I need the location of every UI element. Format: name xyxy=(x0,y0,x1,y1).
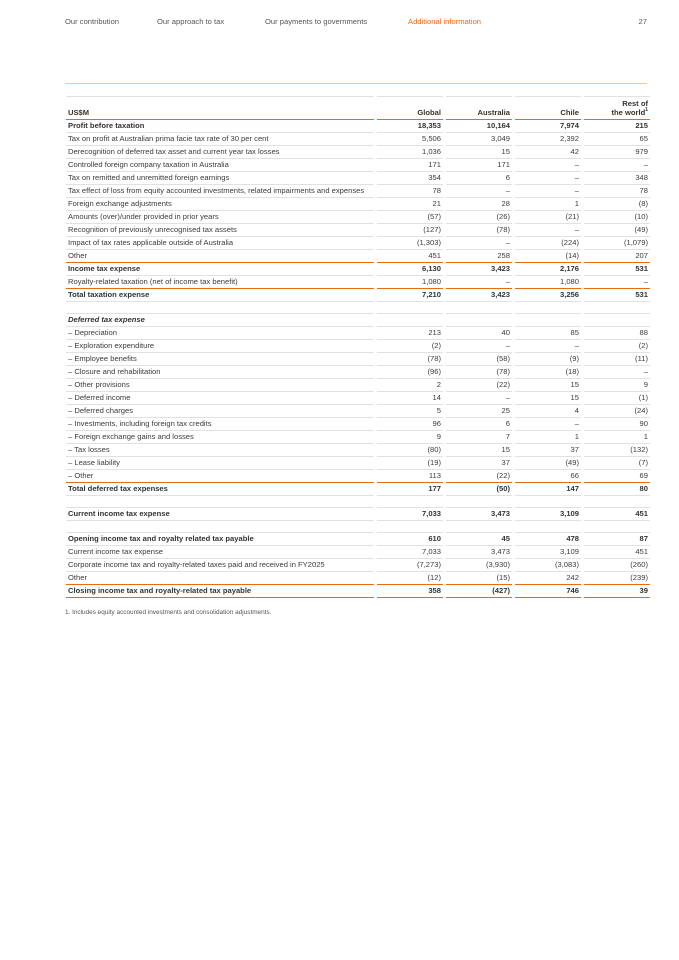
cell-australia: (15) xyxy=(446,572,512,585)
table-row xyxy=(66,559,650,572)
spacer-row xyxy=(66,496,650,508)
cell-global: 21 xyxy=(377,198,443,211)
table-row xyxy=(66,172,650,185)
footnote: 1. Includes equity accounted investments and consolidation adjustments. xyxy=(65,609,272,616)
cell-australia: 37 xyxy=(446,457,512,470)
cell-rest-of-world: (11) xyxy=(584,353,650,366)
cell-australia: 15 xyxy=(446,146,512,159)
table-row xyxy=(66,457,650,470)
cell-global: 14 xyxy=(377,392,443,405)
row-label: Current income tax expense xyxy=(66,508,374,521)
table-row xyxy=(66,572,650,585)
row-label: Controlled foreign company taxation in Australia xyxy=(66,159,374,172)
row-label: Income tax expense xyxy=(66,263,374,276)
cell-chile: 66 xyxy=(515,470,581,483)
cell-global: 171 xyxy=(377,159,443,172)
page-number: 27 xyxy=(638,17,647,26)
row-label: Derecognition of deferred tax asset and current year tax losses xyxy=(66,146,374,159)
cell-australia: (3,930) xyxy=(446,559,512,572)
cell-rest-of-world: 451 xyxy=(584,546,650,559)
table-row xyxy=(66,405,650,418)
cell-global: (2) xyxy=(377,340,443,353)
cell-global: 2 xyxy=(377,379,443,392)
row-label: – Exploration expenditure xyxy=(66,340,374,353)
header-global: Global xyxy=(377,96,443,120)
cell-global: (96) xyxy=(377,366,443,379)
spacer-cell xyxy=(515,521,581,533)
spacer-cell xyxy=(377,521,443,533)
cell-chile: 147 xyxy=(515,483,581,496)
table-row xyxy=(66,431,650,444)
cell-global xyxy=(377,314,443,327)
cell-global: (19) xyxy=(377,457,443,470)
cell-global: 354 xyxy=(377,172,443,185)
row-label: – Deferred charges xyxy=(66,405,374,418)
cell-global: 78 xyxy=(377,185,443,198)
nav-our-contribution[interactable]: Our contribution xyxy=(65,17,120,26)
tax-reconciliation-table xyxy=(63,96,653,598)
cell-global: (78) xyxy=(377,353,443,366)
cell-chile: – xyxy=(515,340,581,353)
cell-rest-of-world: 88 xyxy=(584,327,650,340)
cell-global: 451 xyxy=(377,250,443,263)
row-label: Royalty-related taxation (net of income tax benefit) xyxy=(66,276,374,289)
cell-chile: 3,256 xyxy=(515,289,581,302)
cell-australia: 258 xyxy=(446,250,512,263)
cell-australia xyxy=(446,314,512,327)
table-row xyxy=(66,340,650,353)
cell-chile: 746 xyxy=(515,585,581,598)
spacer-cell xyxy=(515,302,581,314)
row-label: Recognition of previously unrecognised tax assets xyxy=(66,224,374,237)
cell-australia: (78) xyxy=(446,366,512,379)
cell-chile: – xyxy=(515,224,581,237)
table-row xyxy=(66,353,650,366)
header-australia: Australia xyxy=(446,96,512,120)
cell-australia: – xyxy=(446,185,512,198)
cell-chile: 2,176 xyxy=(515,263,581,276)
spacer-cell xyxy=(446,521,512,533)
table-row xyxy=(66,237,650,250)
table-row xyxy=(66,508,650,521)
table-row xyxy=(66,250,650,263)
table-row xyxy=(66,120,650,133)
row-label: Foreign exchange adjustments xyxy=(66,198,374,211)
row-label: Tax on profit at Australian prima facie tax rate of 30 per cent xyxy=(66,133,374,146)
cell-rest-of-world: 87 xyxy=(584,533,650,546)
row-label: Opening income tax and royalty related tax payable xyxy=(66,533,374,546)
cell-australia: 28 xyxy=(446,198,512,211)
cell-rest-of-world: 80 xyxy=(584,483,650,496)
spacer-row xyxy=(66,302,650,314)
cell-rest-of-world: 69 xyxy=(584,470,650,483)
table-row xyxy=(66,327,650,340)
cell-australia: (26) xyxy=(446,211,512,224)
spacer-cell xyxy=(584,496,650,508)
spacer-cell xyxy=(515,496,581,508)
header-currency: US$M xyxy=(66,96,374,120)
cell-global: 358 xyxy=(377,585,443,598)
cell-australia: (22) xyxy=(446,470,512,483)
cell-australia: (50) xyxy=(446,483,512,496)
cell-australia: (22) xyxy=(446,379,512,392)
table-header-row xyxy=(66,96,650,120)
cell-rest-of-world: 979 xyxy=(584,146,650,159)
top-navigation xyxy=(65,17,647,29)
cell-rest-of-world: (8) xyxy=(584,198,650,211)
cell-chile: 3,109 xyxy=(515,508,581,521)
spacer-cell xyxy=(377,302,443,314)
table-row xyxy=(66,263,650,276)
row-label: Impact of tax rates applicable outside of Australia xyxy=(66,237,374,250)
cell-australia: 6 xyxy=(446,172,512,185)
cell-chile: – xyxy=(515,172,581,185)
cell-rest-of-world: – xyxy=(584,159,650,172)
table-row xyxy=(66,418,650,431)
row-label: – Depreciation xyxy=(66,327,374,340)
table-row xyxy=(66,483,650,496)
nav-our-payments-to-governments[interactable]: Our payments to governments xyxy=(265,17,368,26)
cell-rest-of-world: 215 xyxy=(584,120,650,133)
cell-australia: – xyxy=(446,340,512,353)
table-row xyxy=(66,444,650,457)
cell-rest-of-world: – xyxy=(584,276,650,289)
cell-rest-of-world: 65 xyxy=(584,133,650,146)
cell-rest-of-world: 451 xyxy=(584,508,650,521)
row-label: Corporate income tax and royalty-related taxes paid and received in FY2025 xyxy=(66,559,374,572)
cell-rest-of-world: 207 xyxy=(584,250,650,263)
row-label: Other xyxy=(66,250,374,263)
row-label: – Lease liability xyxy=(66,457,374,470)
cell-australia: 3,423 xyxy=(446,263,512,276)
cell-global: (127) xyxy=(377,224,443,237)
table-row xyxy=(66,198,650,211)
header-rest-of-world-line2: the world xyxy=(611,108,646,117)
row-label: Total deferred tax expenses xyxy=(66,483,374,496)
cell-rest-of-world: 9 xyxy=(584,379,650,392)
cell-chile: 85 xyxy=(515,327,581,340)
cell-chile: 4 xyxy=(515,405,581,418)
table-row xyxy=(66,276,650,289)
cell-chile: 42 xyxy=(515,146,581,159)
cell-australia: 3,049 xyxy=(446,133,512,146)
table-row xyxy=(66,159,650,172)
cell-australia: 3,423 xyxy=(446,289,512,302)
cell-global: 177 xyxy=(377,483,443,496)
cell-chile: – xyxy=(515,185,581,198)
cell-global: 96 xyxy=(377,418,443,431)
row-label: Tax on remitted and unremitted foreign earnings xyxy=(66,172,374,185)
row-label: – Other provisions xyxy=(66,379,374,392)
cell-chile: 15 xyxy=(515,392,581,405)
cell-chile: 3,109 xyxy=(515,546,581,559)
cell-rest-of-world: 39 xyxy=(584,585,650,598)
cell-global: (80) xyxy=(377,444,443,457)
row-label: – Investments, including foreign tax credits xyxy=(66,418,374,431)
table-row xyxy=(66,211,650,224)
cell-chile: 7,974 xyxy=(515,120,581,133)
spacer-cell xyxy=(66,496,374,508)
row-label: – Closure and rehabilitation xyxy=(66,366,374,379)
cell-chile: 37 xyxy=(515,444,581,457)
table-row xyxy=(66,224,650,237)
row-label: – Foreign exchange gains and losses xyxy=(66,431,374,444)
cell-global: (1,303) xyxy=(377,237,443,250)
cell-chile: (9) xyxy=(515,353,581,366)
cell-chile: – xyxy=(515,418,581,431)
header-chile: Chile xyxy=(515,96,581,120)
nav-additional-information[interactable]: Additional information xyxy=(408,17,482,26)
cell-rest-of-world: (2) xyxy=(584,340,650,353)
table-row xyxy=(66,133,650,146)
cell-rest-of-world: (7) xyxy=(584,457,650,470)
nav-our-approach-to-tax[interactable]: Our approach to tax xyxy=(157,17,225,26)
row-label: Deferred tax expense xyxy=(66,314,374,327)
cell-rest-of-world xyxy=(584,314,650,327)
cell-rest-of-world: (1,079) xyxy=(584,237,650,250)
header-rest-of-world-line1: Rest of xyxy=(622,99,648,108)
cell-australia: (78) xyxy=(446,224,512,237)
row-label: – Deferred income xyxy=(66,392,374,405)
table-row xyxy=(66,146,650,159)
spacer-cell xyxy=(446,496,512,508)
cell-global: 7,033 xyxy=(377,508,443,521)
footnote-marker: 1 xyxy=(645,107,648,113)
cell-australia: – xyxy=(446,237,512,250)
spacer-cell xyxy=(584,302,650,314)
cell-global: 213 xyxy=(377,327,443,340)
row-label: Total taxation expense xyxy=(66,289,374,302)
cell-chile: 1 xyxy=(515,431,581,444)
cell-australia: 40 xyxy=(446,327,512,340)
cell-australia: (58) xyxy=(446,353,512,366)
cell-chile: (224) xyxy=(515,237,581,250)
cell-australia: 3,473 xyxy=(446,508,512,521)
row-label: Profit before taxation xyxy=(66,120,374,133)
cell-rest-of-world: (1) xyxy=(584,392,650,405)
cell-rest-of-world: (260) xyxy=(584,559,650,572)
spacer-cell xyxy=(377,496,443,508)
cell-rest-of-world: – xyxy=(584,366,650,379)
cell-chile: (21) xyxy=(515,211,581,224)
cell-global: 1,080 xyxy=(377,276,443,289)
cell-australia: 171 xyxy=(446,159,512,172)
row-label: Other xyxy=(66,572,374,585)
cell-chile: – xyxy=(515,159,581,172)
cell-australia: 7 xyxy=(446,431,512,444)
row-label: – Employee benefits xyxy=(66,353,374,366)
cell-chile: 478 xyxy=(515,533,581,546)
cell-australia: – xyxy=(446,392,512,405)
table-row xyxy=(66,585,650,598)
cell-australia: 3,473 xyxy=(446,546,512,559)
cell-rest-of-world: 348 xyxy=(584,172,650,185)
cell-australia: – xyxy=(446,276,512,289)
table-row xyxy=(66,289,650,302)
cell-rest-of-world: (24) xyxy=(584,405,650,418)
cell-chile: (49) xyxy=(515,457,581,470)
cell-rest-of-world: (239) xyxy=(584,572,650,585)
cell-australia: 6 xyxy=(446,418,512,431)
cell-australia: 15 xyxy=(446,444,512,457)
table-row xyxy=(66,470,650,483)
cell-global: (57) xyxy=(377,211,443,224)
cell-global: 9 xyxy=(377,431,443,444)
cell-global: 7,210 xyxy=(377,289,443,302)
cell-rest-of-world: 1 xyxy=(584,431,650,444)
table-row xyxy=(66,546,650,559)
cell-global: 610 xyxy=(377,533,443,546)
spacer-cell xyxy=(446,302,512,314)
table-body xyxy=(66,120,650,598)
header-rest-of-world xyxy=(584,96,650,120)
cell-chile xyxy=(515,314,581,327)
table-row xyxy=(66,379,650,392)
cell-chile: (3,083) xyxy=(515,559,581,572)
spacer-row xyxy=(66,521,650,533)
spacer-cell xyxy=(66,521,374,533)
cell-chile: 242 xyxy=(515,572,581,585)
cell-chile: 1 xyxy=(515,198,581,211)
cell-global: 6,130 xyxy=(377,263,443,276)
cell-rest-of-world: (10) xyxy=(584,211,650,224)
cell-global: 1,036 xyxy=(377,146,443,159)
table-row xyxy=(66,366,650,379)
cell-global: 113 xyxy=(377,470,443,483)
cell-global: (12) xyxy=(377,572,443,585)
cell-chile: 1,080 xyxy=(515,276,581,289)
cell-global: 5 xyxy=(377,405,443,418)
row-label: Closing income tax and royalty-related tax payable xyxy=(66,585,374,598)
row-label: – Other xyxy=(66,470,374,483)
cell-chile: 15 xyxy=(515,379,581,392)
cell-global: (7,273) xyxy=(377,559,443,572)
table-row xyxy=(66,392,650,405)
cell-chile: (18) xyxy=(515,366,581,379)
cell-rest-of-world: (49) xyxy=(584,224,650,237)
cell-rest-of-world: 78 xyxy=(584,185,650,198)
cell-australia: 10,164 xyxy=(446,120,512,133)
cell-rest-of-world: 531 xyxy=(584,289,650,302)
table-row xyxy=(66,533,650,546)
cell-australia: 45 xyxy=(446,533,512,546)
spacer-cell xyxy=(66,302,374,314)
header-divider xyxy=(65,83,647,84)
cell-global: 7,033 xyxy=(377,546,443,559)
cell-rest-of-world: 531 xyxy=(584,263,650,276)
cell-chile: (14) xyxy=(515,250,581,263)
row-label: Amounts (over)/under provided in prior years xyxy=(66,211,374,224)
table-row xyxy=(66,314,650,327)
cell-australia: (427) xyxy=(446,585,512,598)
cell-chile: 2,392 xyxy=(515,133,581,146)
cell-global: 18,353 xyxy=(377,120,443,133)
cell-australia: 25 xyxy=(446,405,512,418)
table-row xyxy=(66,185,650,198)
cell-global: 5,506 xyxy=(377,133,443,146)
spacer-cell xyxy=(584,521,650,533)
cell-rest-of-world: 90 xyxy=(584,418,650,431)
row-label: Tax effect of loss from equity accounted investments, related impairments and expenses xyxy=(66,185,374,198)
row-label: Current income tax expense xyxy=(66,546,374,559)
row-label: – Tax losses xyxy=(66,444,374,457)
cell-rest-of-world: (132) xyxy=(584,444,650,457)
